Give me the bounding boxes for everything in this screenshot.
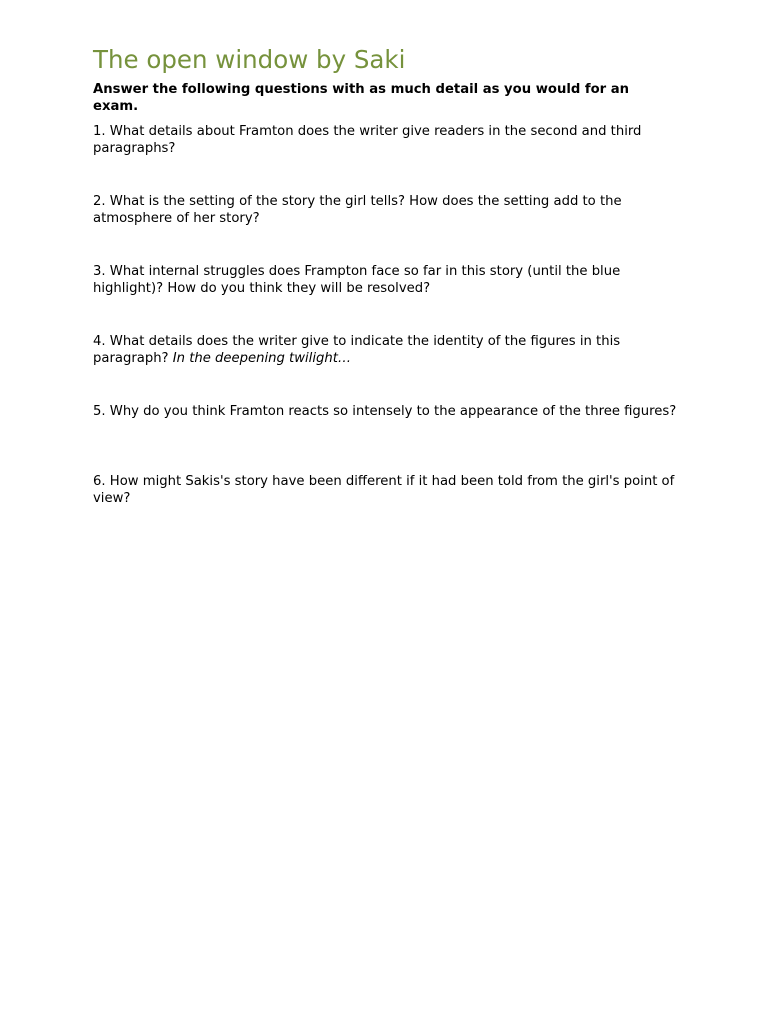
question-text: 6. How might Sakis's story have been different if it had been told from the girl's point of view? — [93, 474, 675, 506]
question-list — [93, 123, 678, 543]
question-5 — [93, 403, 678, 473]
question-quote: In the deepening twilight… — [172, 351, 352, 366]
question-3 — [93, 263, 678, 333]
document-title: The open window by Saki — [93, 45, 406, 74]
question-2 — [93, 193, 678, 263]
question-6 — [93, 473, 678, 543]
question-4 — [93, 333, 678, 403]
question-text: 1. What details about Framton does the writer give readers in the second and third paragraphs? — [93, 124, 642, 156]
question-text: 3. What internal struggles does Frampton face so far in this story (until the blue highlight)? How do you think they will be resolved? — [93, 264, 621, 296]
instructions-text: Answer the following questions with as much detail as you would for an exam. — [93, 82, 630, 114]
question-1 — [93, 123, 678, 193]
question-text: 4. What details does the writer give to indicate the identity of the figures in this paragraph? — [93, 334, 621, 366]
document-page — [93, 44, 678, 543]
question-text: 2. What is the setting of the story the girl tells? How does the setting add to the atmosphere of her story? — [93, 194, 622, 226]
question-text: 5. Why do you think Framton reacts so intensely to the appearance of the three figures? — [93, 404, 677, 419]
